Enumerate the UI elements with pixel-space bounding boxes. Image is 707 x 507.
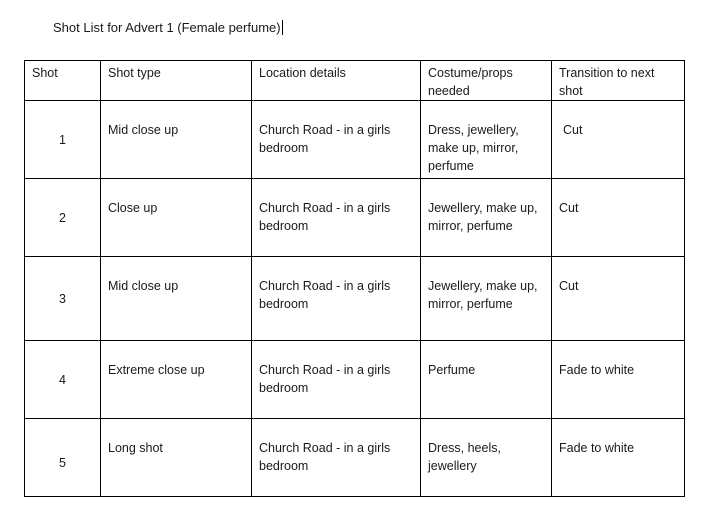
costume-cell: Jewellery, make up, mirror, perfume <box>421 179 552 257</box>
shot-number: 4 <box>25 341 101 419</box>
document-title[interactable] <box>53 19 283 37</box>
location-cell: Church Road - in a girls bedroom <box>252 419 421 497</box>
table-row <box>25 341 685 419</box>
table-header-row <box>25 61 685 101</box>
transition-cell: Fade to white <box>552 419 685 497</box>
header-location-details: Location details <box>252 61 421 101</box>
shot-number: 3 <box>25 257 101 341</box>
table-row <box>25 257 685 341</box>
shot-type-cell: Mid close up <box>101 257 252 341</box>
text-cursor <box>282 20 283 35</box>
shot-number: 2 <box>25 179 101 257</box>
shot-type-cell: Extreme close up <box>101 341 252 419</box>
costume-cell: Dress, heels, jewellery <box>421 419 552 497</box>
table-row <box>25 179 685 257</box>
costume-cell: Perfume <box>421 341 552 419</box>
shot-type-cell: Mid close up <box>101 101 252 179</box>
header-transition: Transition to next shot <box>552 61 685 101</box>
shot-type-cell: Close up <box>101 179 252 257</box>
header-shot-type: Shot type <box>101 61 252 101</box>
location-cell: Church Road - in a girls bedroom <box>252 101 421 179</box>
table-row <box>25 419 685 497</box>
header-costume-props: Costume/props needed <box>421 61 552 101</box>
transition-cell: Cut <box>552 179 685 257</box>
transition-cell: Cut <box>552 257 685 341</box>
shot-number: 1 <box>25 101 101 179</box>
shot-type-cell: Long shot <box>101 419 252 497</box>
costume-cell: Dress, jewellery, make up, mirror, perfume <box>421 101 552 179</box>
location-cell: Church Road - in a girls bedroom <box>252 179 421 257</box>
location-cell: Church Road - in a girls bedroom <box>252 341 421 419</box>
shot-list-table <box>24 60 685 497</box>
transition-cell: Cut <box>552 101 685 179</box>
shot-number: 5 <box>25 419 101 497</box>
costume-cell: Jewellery, make up, mirror, perfume <box>421 257 552 341</box>
location-cell: Church Road - in a girls bedroom <box>252 257 421 341</box>
document-title-text: Shot List for Advert 1 (Female perfume) <box>53 20 281 35</box>
table-row <box>25 101 685 179</box>
transition-cell: Fade to white <box>552 341 685 419</box>
header-shot: Shot <box>25 61 101 101</box>
